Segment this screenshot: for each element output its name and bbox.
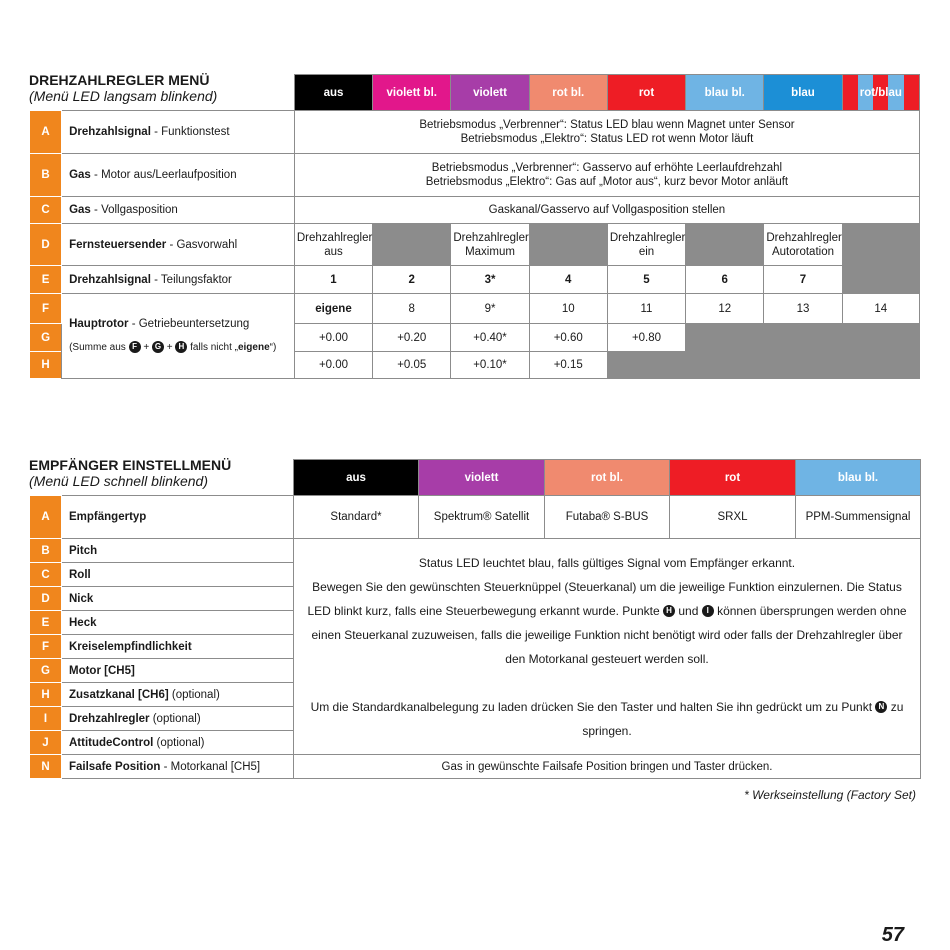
row-h-value: +0.00 [294, 352, 372, 379]
row-desc-d: - Gasvorwahl [166, 238, 238, 251]
section2-subtitle: (Menü LED schnell blinkend) [29, 473, 208, 489]
header-rot: rot [670, 460, 796, 496]
sum-bold: eigene [237, 342, 270, 353]
row-opt: (optional) [168, 688, 220, 701]
row-d-option-3: Drehzahlregler Maximum [451, 224, 529, 266]
row-label [62, 611, 294, 635]
row-letter: G [30, 659, 62, 683]
row-g-value: +0.00 [294, 324, 372, 352]
row-f-value: 11 [607, 294, 685, 324]
row-letter-n: N [30, 755, 62, 779]
empfaenger-table [29, 459, 921, 779]
row-g-value: +0.80 [607, 324, 685, 352]
row-name: Motor [CH5] [69, 664, 135, 677]
row-name-b: Gas [69, 169, 91, 181]
section1-subtitle: (Menü LED langsam blinkend) [29, 88, 218, 104]
receiver-type: Standard* [294, 496, 419, 539]
row-label [62, 731, 294, 755]
circle-h-icon: H [663, 605, 675, 617]
row-desc-n: - Motorkanal [CH5] [160, 760, 261, 773]
circle-i-icon: I [702, 605, 714, 617]
row-name: Pitch [69, 544, 98, 557]
row-name-c: Gas [69, 204, 91, 216]
header-violett: violett [419, 460, 545, 496]
row-name-n: Failsafe Position [69, 760, 161, 773]
row-opt: (optional) [149, 712, 201, 725]
row-d-empty [529, 224, 607, 266]
row-g-value: +0.20 [373, 324, 451, 352]
row-a-text [294, 111, 919, 154]
row-letter: E [30, 611, 62, 635]
row-f-value: 9* [451, 294, 529, 324]
row-letter-a: A [30, 496, 62, 539]
row-b-text [294, 154, 919, 197]
sum-mid: falls nicht „ [190, 342, 238, 353]
row-sub-fgh: (Summe aus F + G + H falls nicht „eigene“) [69, 342, 277, 353]
row-h-value: +0.05 [373, 352, 451, 379]
header-blau-blinking: blau bl. [686, 75, 764, 111]
row-letter-f: F [30, 294, 62, 324]
row-h-value: +0.10* [451, 352, 529, 379]
row-desc-e: - Teilungsfaktor [150, 273, 232, 286]
row-name-a: Drehzahlsignal [69, 126, 151, 138]
receiver-type: Spektrum® Satellit [419, 496, 545, 539]
row-name: AttitudeControl [69, 736, 154, 749]
info-line3b: zu springen. [582, 699, 904, 738]
row-f-value: 13 [764, 294, 842, 324]
circle-f-icon: F [129, 341, 141, 353]
row-label [62, 659, 294, 683]
row-h-value: +0.15 [529, 352, 607, 379]
row-e-value: 4 [529, 266, 607, 294]
receiver-type: SRXL [670, 496, 796, 539]
row-d-empty [842, 224, 919, 266]
receiver-type: Futaba® S-BUS [545, 496, 670, 539]
row-b-line2: Betriebsmodus „Elektro“: Gas auf „Motor aus“, kurz bevor Motor anläuft [425, 176, 789, 188]
row-b-line1: Betriebsmodus „Verbrenner“: Gasservo auf erhöhte Leerlaufdrehzahl [431, 162, 783, 174]
row-e-value: 6 [686, 266, 764, 294]
row-letter-a: A [30, 111, 62, 154]
footnote: * Werkseinstellung (Factory Set) [744, 788, 916, 802]
row-name-d: Fernsteuersender [69, 238, 167, 251]
row-desc-a: - Funktionstest [150, 126, 230, 138]
row-letter-d: D [30, 224, 62, 266]
row-letter-c: C [30, 197, 62, 224]
row-f-value: eigene [294, 294, 372, 324]
row-g-value: +0.60 [529, 324, 607, 352]
row-e-value: 5 [607, 266, 685, 294]
row-letter-b: B [30, 154, 62, 197]
row-letter: H [30, 683, 62, 707]
row-name-a: Empfängertyp [69, 511, 147, 523]
row-label-b [62, 154, 295, 197]
row-e-value: 7 [764, 266, 842, 294]
row-a-line2: Betriebsmodus „Elektro“: Status LED rot wenn Motor läuft [460, 133, 754, 145]
row-letter: B [30, 539, 62, 563]
header-rot-blinking: rot bl. [545, 460, 670, 496]
sum-suffix: “) [269, 342, 277, 353]
header-blau: blau [764, 75, 842, 111]
row-name-fgh: Hauptrotor [69, 318, 129, 330]
info-und: und [678, 603, 699, 618]
header-violett: violett [451, 75, 529, 111]
row-label-a [62, 496, 294, 539]
header-blau-blinking: blau bl. [796, 460, 921, 496]
row-label [62, 635, 294, 659]
drehzahlregler-table [29, 74, 920, 379]
row-f-value: 8 [373, 294, 451, 324]
row-label-fgh [62, 294, 295, 379]
info-line2 [306, 575, 908, 671]
row-h-empty [607, 352, 919, 379]
row-d-option-1: Drehzahlregler aus [294, 224, 372, 266]
row-letter: C [30, 563, 62, 587]
row-label [62, 683, 294, 707]
row-name: Drehzahlregler [69, 712, 150, 725]
row-label [62, 539, 294, 563]
info-line3 [306, 695, 908, 743]
section1-title: DREHZAHLREGLER MENÜ [29, 72, 210, 88]
row-f-value: 10 [529, 294, 607, 324]
header-rot-blau-label: rot/blau [859, 86, 902, 99]
row-label [62, 587, 294, 611]
row-letter-h: H [30, 352, 62, 379]
row-d-option-5: Drehzahlregler ein [607, 224, 685, 266]
circle-h-icon: H [175, 341, 187, 353]
row-letter: J [30, 731, 62, 755]
sum-prefix: (Summe aus [69, 342, 126, 353]
row-name: Nick [69, 592, 94, 605]
header-aus: aus [294, 75, 372, 111]
row-letter: I [30, 707, 62, 731]
row-c-text: Gaskanal/Gasservo auf Vollgasposition stellen [294, 197, 919, 224]
row-name: Kreiselempfindlichkeit [69, 640, 192, 653]
page-number: 57 [881, 924, 904, 946]
info-line2a: Bewegen Sie den gewünschten Steuerknüppel (Steuerkanal) um die jeweilige Funktion einzulernen. Die Status LED blinkt kurz, falls eine Steuerbewegung erkannt wurde. Punkte [307, 579, 902, 618]
section2-title: EMPFÄNGER EINSTELLMENÜ [29, 457, 232, 473]
row-desc-fgh: - Getriebeuntersetzung [128, 318, 250, 330]
row-label-d [62, 224, 295, 266]
row-f-value: 14 [842, 294, 919, 324]
row-e-value: 2 [373, 266, 451, 294]
row-d-option-7: Drehzahlregler Autorotation [764, 224, 842, 266]
row-d-empty [373, 224, 451, 266]
info-line2b: können übersprungen werden ohne einen Steuerkanal zuzuweisen, falls die jeweilige Funktion nicht benötigt wird oder falls der Drehzahlregler über den Motorkanal gesteuert werden soll. [311, 603, 907, 666]
row-label-c [62, 197, 295, 224]
row-opt: (optional) [153, 736, 205, 749]
header-aus: aus [294, 460, 419, 496]
receiver-info-cell [294, 539, 921, 755]
row-label-n [62, 755, 294, 779]
row-e-value: 3* [451, 266, 529, 294]
row-g-empty [686, 324, 920, 352]
receiver-info-text [296, 543, 918, 751]
row-a-line1: Betriebsmodus „Verbrenner“: Status LED blau wenn Magnet unter Sensor [419, 119, 795, 131]
row-f-value: 12 [686, 294, 764, 324]
row-desc-b: - Motor aus/Leerlaufposition [90, 169, 237, 181]
row-d-empty [686, 224, 764, 266]
row-e-value: 1 [294, 266, 372, 294]
row-label [62, 563, 294, 587]
row-g-value: +0.40* [451, 324, 529, 352]
failsafe-text: Gas in gewünschte Failsafe Position bringen und Taster drücken. [294, 755, 921, 779]
circle-n-icon: N [875, 701, 887, 713]
row-e-empty [842, 266, 919, 294]
row-desc-c: - Vollgasposition [90, 204, 178, 216]
receiver-type: PPM-Summensignal [796, 496, 921, 539]
circle-g-icon: G [152, 341, 164, 353]
info-line3a: Um die Standardkanalbelegung zu laden drücken Sie den Taster und halten Sie ihn gedrückt um zu Punkt [310, 699, 873, 714]
header-rot-blau [842, 75, 919, 111]
row-label-e [62, 266, 295, 294]
row-letter: F [30, 635, 62, 659]
row-name: Zusatzkanal [CH6] [69, 688, 169, 701]
header-rot: rot [607, 75, 685, 111]
row-name: Heck [69, 616, 97, 629]
row-letter-e: E [30, 266, 62, 294]
row-letter-g: G [30, 324, 62, 352]
header-violett-blinking: violett bl. [373, 75, 451, 111]
header-rot-blinking: rot bl. [529, 75, 607, 111]
row-label [62, 707, 294, 731]
row-letter: D [30, 587, 62, 611]
row-label-a [62, 111, 295, 154]
row-name-e: Drehzahlsignal [69, 273, 151, 286]
row-name: Roll [69, 568, 91, 581]
info-line1: Status LED leuchtet blau, falls gültiges Signal vom Empfänger erkannt. [418, 555, 796, 570]
